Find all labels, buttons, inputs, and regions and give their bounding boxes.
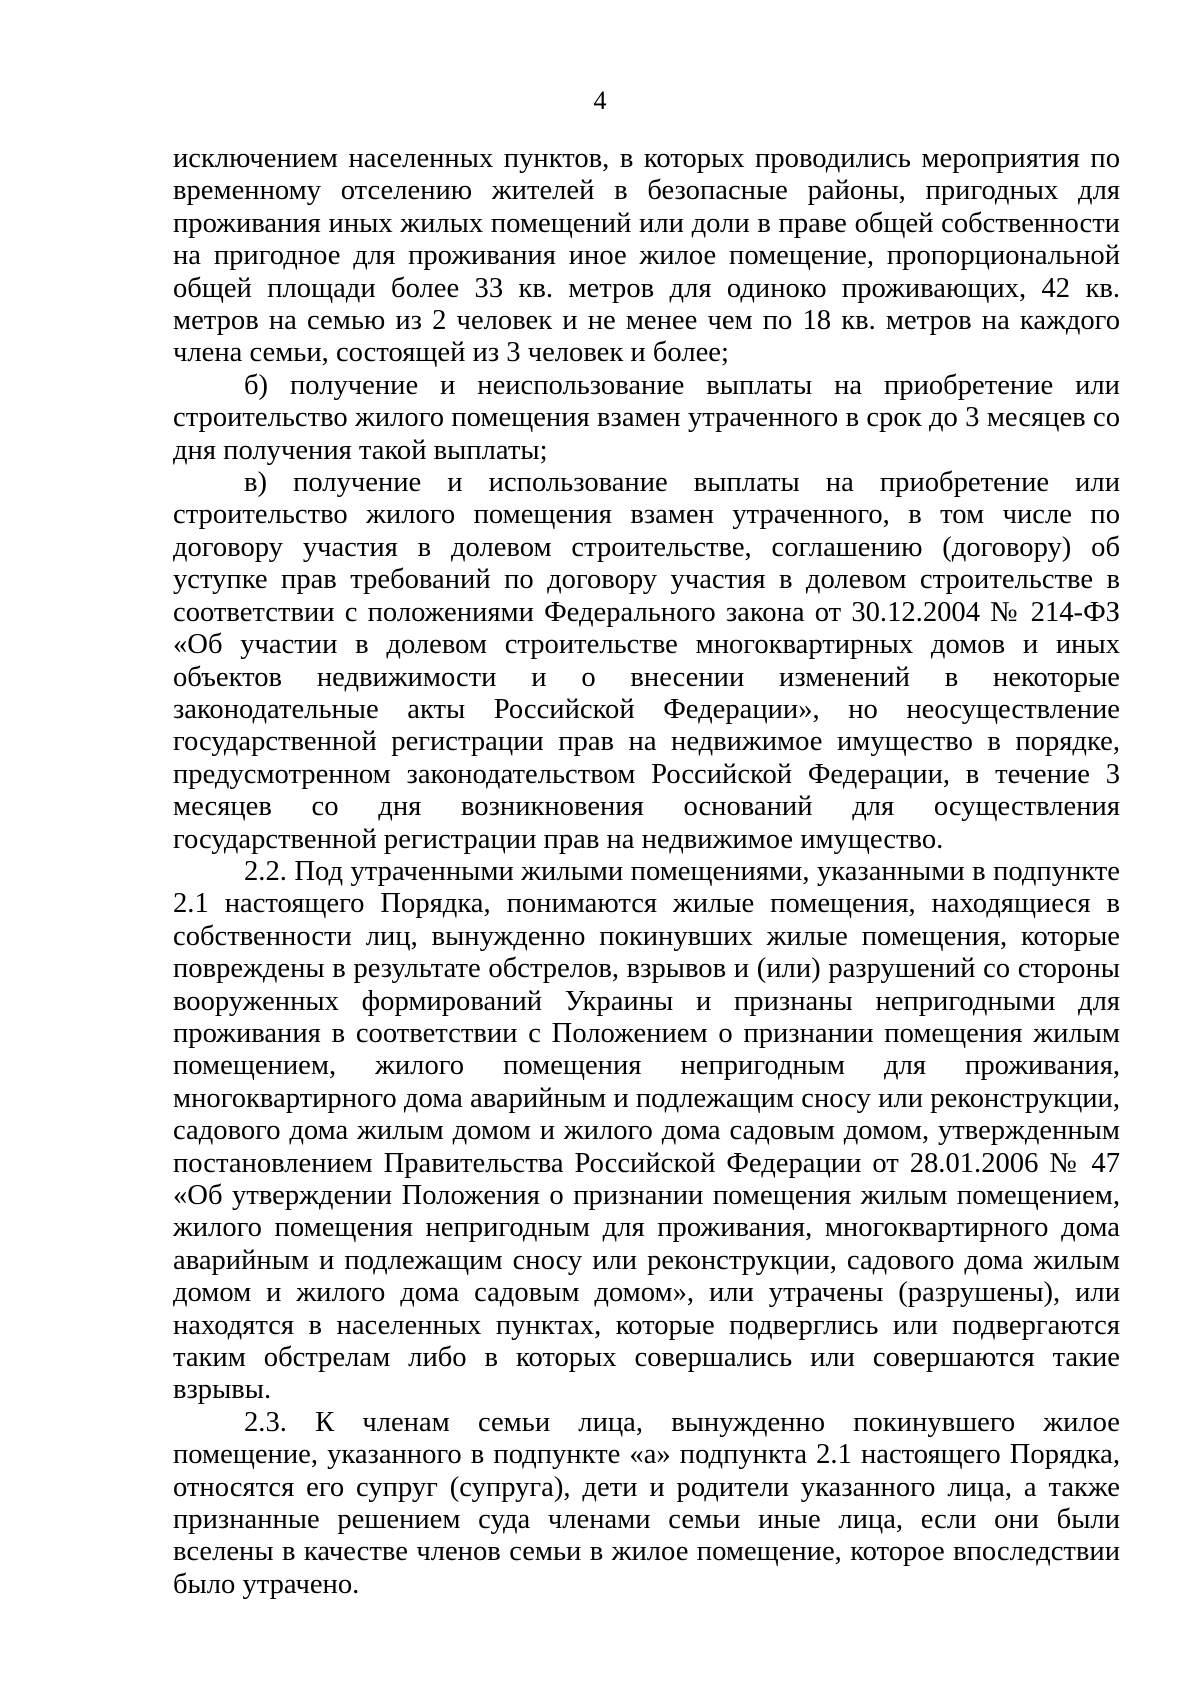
page-number: 4 (593, 86, 607, 115)
paragraph-item-v: в) получение и использование выплаты на приобретение или строительство жилого помещения взамен утраченного, в том числе по договору участия в долевом строительстве, соглашению (договору) об уступке прав требований по договору участия в долевом строительстве в соответствии с положениями Федерального закона от 30.12.2004 № 214-ФЗ «Об участии в долевом строительстве многоквартирных домов и иных объектов недвижимости и о внесении изменений в некоторые законодательные акты Российской Федерации», но неосуществление государственной регистрации прав на недвижимое имущество в порядке, предусмотренном законодательством Российской Федерации, в течение 3 месяцев со дня возникновения оснований для осуществления государственной регистрации прав на недвижимое имущество. (173, 467, 1120, 855)
document-body (173, 143, 1120, 1601)
paragraph-item-b: б) получение и неиспользование выплаты на приобретение или строительство жилого помещения взамен утраченного в срок до 3 месяцев со дня получения такой выплаты; (173, 369, 1120, 466)
paragraph-continuation: исключением населенных пунктов, в которых проводились мероприятия по временному отселению жителей в безопасные районы, пригодных для проживания иных жилых помещений или доли в праве общей собственности на пригодное для проживания иное жилое помещение, пропорциональной общей площади более 33 кв. метров для одиноко проживающих, 42 кв. метров на семью из 2 человек и не менее чем по 18 кв. метров на каждого члена семьи, состоящей из 3 человек и более; (173, 143, 1120, 369)
paragraph-2-3: 2.3. К членам семьи лица, вынужденно покинувшего жилое помещение, указанного в подпункте «а» подпункта 2.1 настоящего Порядка, относятся его супруг (супруга), дети и родители указанного лица, а также признанные решением суда членами семьи иные лица, если они были вселены в качестве членов семьи в жилое помещение, которое впоследствии было утрачено. (173, 1406, 1120, 1600)
paragraph-2-2: 2.2. Под утраченными жилыми помещениями, указанными в подпункте 2.1 настоящего Порядка, понимаются жилые помещения, находящиеся в собственности лиц, вынужденно покинувших жилые помещения, которые повреждены в результате обстрелов, взрывов и (или) разрушений со стороны вооруженных формирований Украины и признаны непригодными для проживания в соответствии с Положением о признании помещения жилым помещением, жилого помещения непригодным для проживания, многоквартирного дома аварийным и подлежащим сносу или реконструкции, садового дома жилым домом и жилого дома садовым домом, утвержденным постановлением Правительства Российской Федерации от 28.01.2006 № 47 «Об утверждении Положения о признании помещения жилым помещением, жилого помещения непригодным для проживания, многоквартирного дома аварийным и подлежащим сносу или реконструкции, садового дома жилым домом и жилого дома садовым домом», или утрачены (разрушены), или находятся в населенных пунктах, которые подверглись или подвергаются таким обстрелам либо в которых совершались или совершаются такие взрывы. (173, 855, 1120, 1406)
